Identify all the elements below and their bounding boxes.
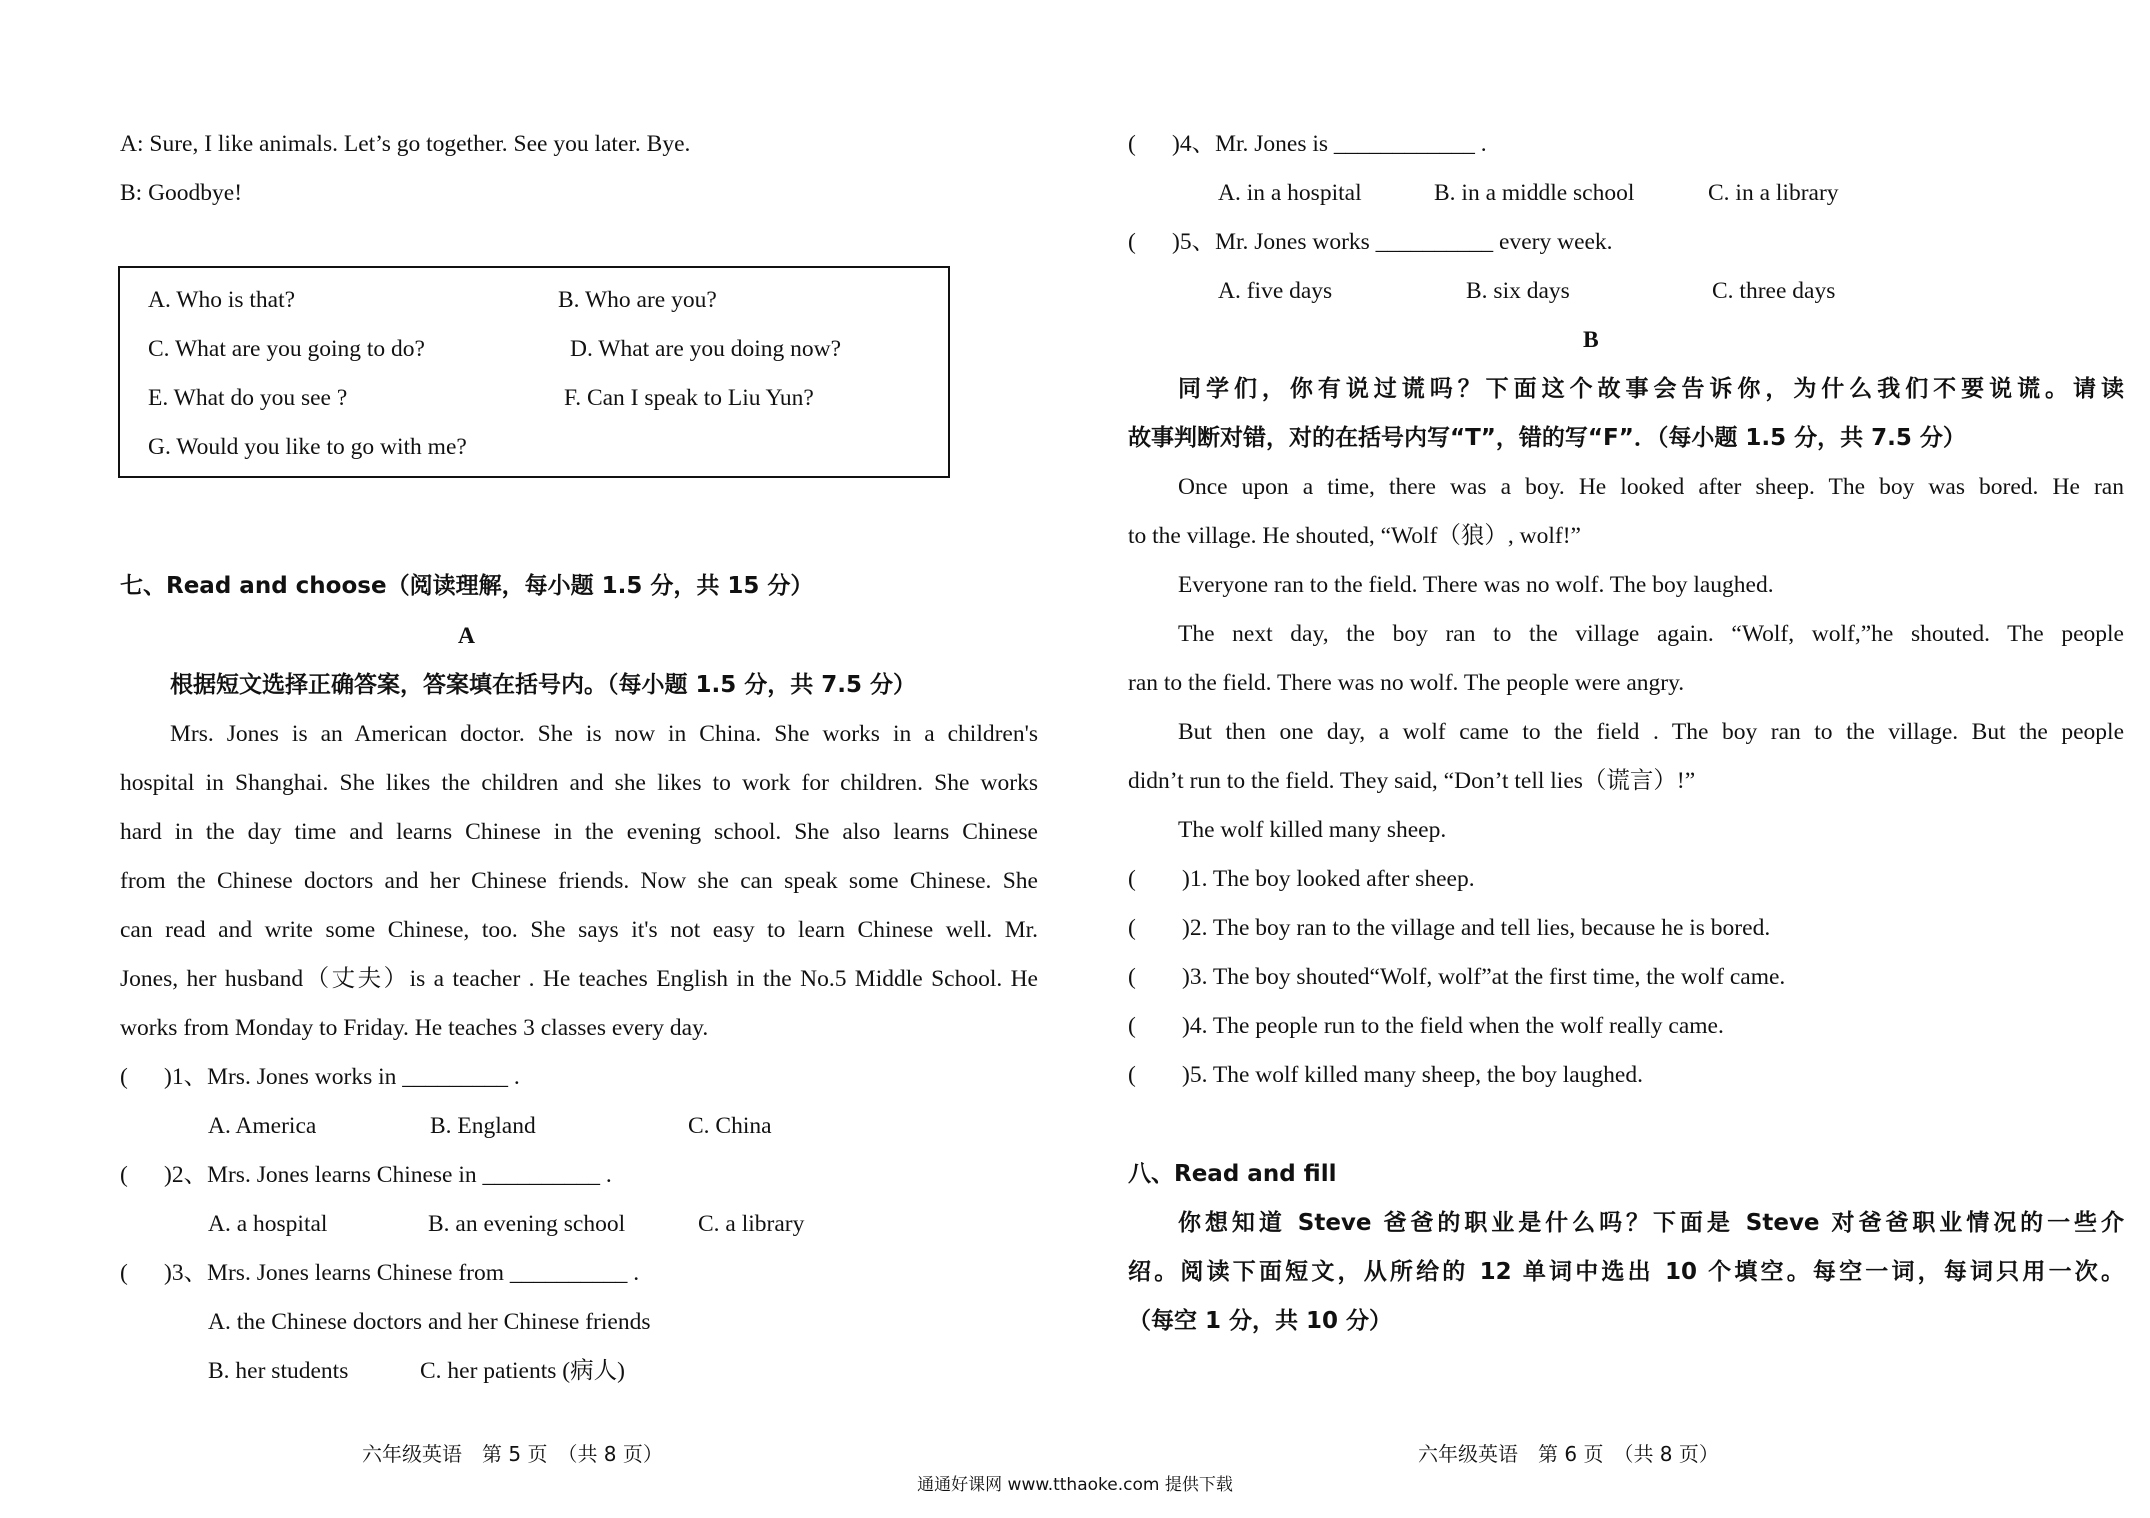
option-b: B. six days (1466, 278, 1570, 304)
story-line: Once upon a time, there was a boy. He looked after sheep. The boy was bored. He ran (1178, 474, 2124, 500)
tf-item-text: )2. The boy ran to the village and tell lies, because he is bored. (1182, 915, 1771, 941)
answer-paren[interactable]: ( (1128, 866, 1136, 892)
option-c: C. in a library (1708, 180, 1839, 206)
fill-instruction-line: 你想知道 Steve 爸爸的职业是什么吗？下面是 Steve 对爸爸职业情况的一些介 (1178, 1210, 2124, 1236)
option-c: C. What are you going to do? (148, 336, 425, 362)
part-b-instruction-line: 故事判断对错，对的在括号内写“T”，错的写“F”．（每小题 1.5 分，共 7.5 分） (1128, 425, 1966, 451)
story-line: The wolf killed many sheep. (1178, 817, 1447, 843)
story-line: The next day, the boy ran to the village again. “Wolf, wolf,”he shouted. The people (1178, 621, 2124, 647)
answer-paren[interactable]: ( (1128, 1013, 1136, 1039)
story-line: didn’t run to the field. They said, “Don’t tell lies（谎言）!” (1128, 768, 1696, 794)
page-footer: 六年级英语 第 6 页 （共 8 页） (1418, 1442, 1719, 1466)
tf-item-text: )4. The people run to the field when the wolf really came. (1182, 1013, 1724, 1039)
option-a: A. five days (1218, 278, 1333, 304)
option-a: A. a hospital (208, 1211, 328, 1237)
option-d: D. What are you doing now? (570, 336, 842, 362)
part-b-instruction-line: 同学们，你有说过谎吗？下面这个故事会告诉你，为什么我们不要说谎。请读 (1178, 376, 2124, 402)
answer-paren[interactable]: ( (1128, 1062, 1136, 1088)
passage-line: Jones, her husband（丈夫）is a teacher . He teaches English in the No.5 Middle School. He (120, 966, 1038, 992)
site-credit: 通通好课网 www.tthaoke.com 提供下载 (917, 1475, 1233, 1495)
option-a: A. Who is that? (148, 287, 296, 313)
passage-line: works from Monday to Friday. He teaches 3 classes every day. (120, 1015, 709, 1041)
option-a: A. America (208, 1113, 317, 1139)
passage-line: Mrs. Jones is an American doctor. She is now in China. She works in a children's (170, 721, 1038, 747)
answer-options-box (118, 266, 950, 478)
option-c: C. a library (698, 1211, 805, 1237)
section-7-title: 七、Read and choose（阅读理解，每小题 1.5 分，共 15 分） (120, 573, 814, 599)
passage-line: can read and write some Chinese, too. She says it's not easy to learn Chinese well. Mr. (120, 917, 1038, 943)
story-line: to the village. He shouted, “Wolf（狼）, wolf!” (1128, 523, 1581, 549)
tf-item-text: )1. The boy looked after sheep. (1182, 866, 1475, 892)
answer-paren[interactable]: ( (120, 1064, 128, 1090)
option-b: B. an evening school (428, 1211, 626, 1237)
tf-item-text: )3. The boy shouted“Wolf, wolf”at the first time, the wolf came. (1182, 964, 1786, 990)
option-g: G. Would you like to go with me? (148, 434, 467, 460)
question-text: )1、Mrs. Jones works in _________ . (164, 1064, 520, 1090)
answer-paren[interactable]: ( (1128, 964, 1136, 990)
tf-item-text: )5. The wolf killed many sheep, the boy laughed. (1182, 1062, 1643, 1088)
part-a-label: A (458, 623, 475, 649)
question-text: )4、Mr. Jones is ____________ . (1172, 131, 1487, 157)
answer-paren[interactable]: ( (1128, 915, 1136, 941)
passage-line: from the Chinese doctors and her Chinese friends. Now she can speak some Chinese. She (120, 868, 1038, 894)
question-3-option-a: A. the Chinese doctors and her Chinese friends (208, 1309, 651, 1335)
question-text: )2、Mrs. Jones learns Chinese in __________ . (164, 1162, 612, 1188)
option-a: A. in a hospital (1218, 180, 1362, 206)
option-b: B. in a middle school (1434, 180, 1635, 206)
page-footer: 六年级英语 第 5 页 （共 8 页） (362, 1442, 663, 1466)
part-b-label: B (1583, 327, 1599, 353)
option-b: B. her students (208, 1358, 349, 1384)
option-f: F. Can I speak to Liu Yun? (564, 385, 814, 411)
section-8-title: 八、Read and fill (1128, 1161, 1337, 1187)
answer-paren[interactable]: ( (120, 1162, 128, 1188)
option-b: B. England (430, 1113, 536, 1139)
passage-line: hard in the day time and learns Chinese in the evening school. She also learns Chinese (120, 819, 1038, 845)
answer-paren[interactable]: ( (1128, 131, 1136, 157)
answer-paren[interactable]: ( (1128, 229, 1136, 255)
story-line: But then one day, a wolf came to the field . The boy ran to the village. But the people (1178, 719, 2124, 745)
dialog-line-a: A: Sure, I like animals. Let’s go together. See you later. Bye. (120, 131, 691, 157)
story-line: ran to the field. There was no wolf. The people were angry. (1128, 670, 1685, 696)
right-page (1075, 0, 2150, 1518)
fill-instruction-line: （每空 1 分，共 10 分） (1128, 1308, 1393, 1334)
option-c: C. three days (1712, 278, 1836, 304)
part-a-instruction: 根据短文选择正确答案，答案填在括号内。（每小题 1.5 分，共 7.5 分） (170, 672, 917, 698)
question-text: )3、Mrs. Jones learns Chinese from __________ . (164, 1260, 640, 1286)
answer-paren[interactable]: ( (120, 1260, 128, 1286)
story-line: Everyone ran to the field. There was no wolf. The boy laughed. (1178, 572, 1774, 598)
option-c: C. China (688, 1113, 772, 1139)
passage-line: hospital in Shanghai. She likes the children and she likes to work for children. She works (120, 770, 1038, 796)
dialog-line-b: B: Goodbye! (120, 180, 243, 206)
option-c: C. her patients (病人) (420, 1358, 625, 1384)
option-e: E. What do you see ? (148, 385, 348, 411)
option-b: B. Who are you? (558, 287, 717, 313)
question-text: )5、Mr. Jones works __________ every week. (1172, 229, 1613, 255)
fill-instruction-line: 绍。阅读下面短文，从所给的 12 单词中选出 10 个填空。每空一词，每词只用一次。 (1128, 1259, 2124, 1285)
